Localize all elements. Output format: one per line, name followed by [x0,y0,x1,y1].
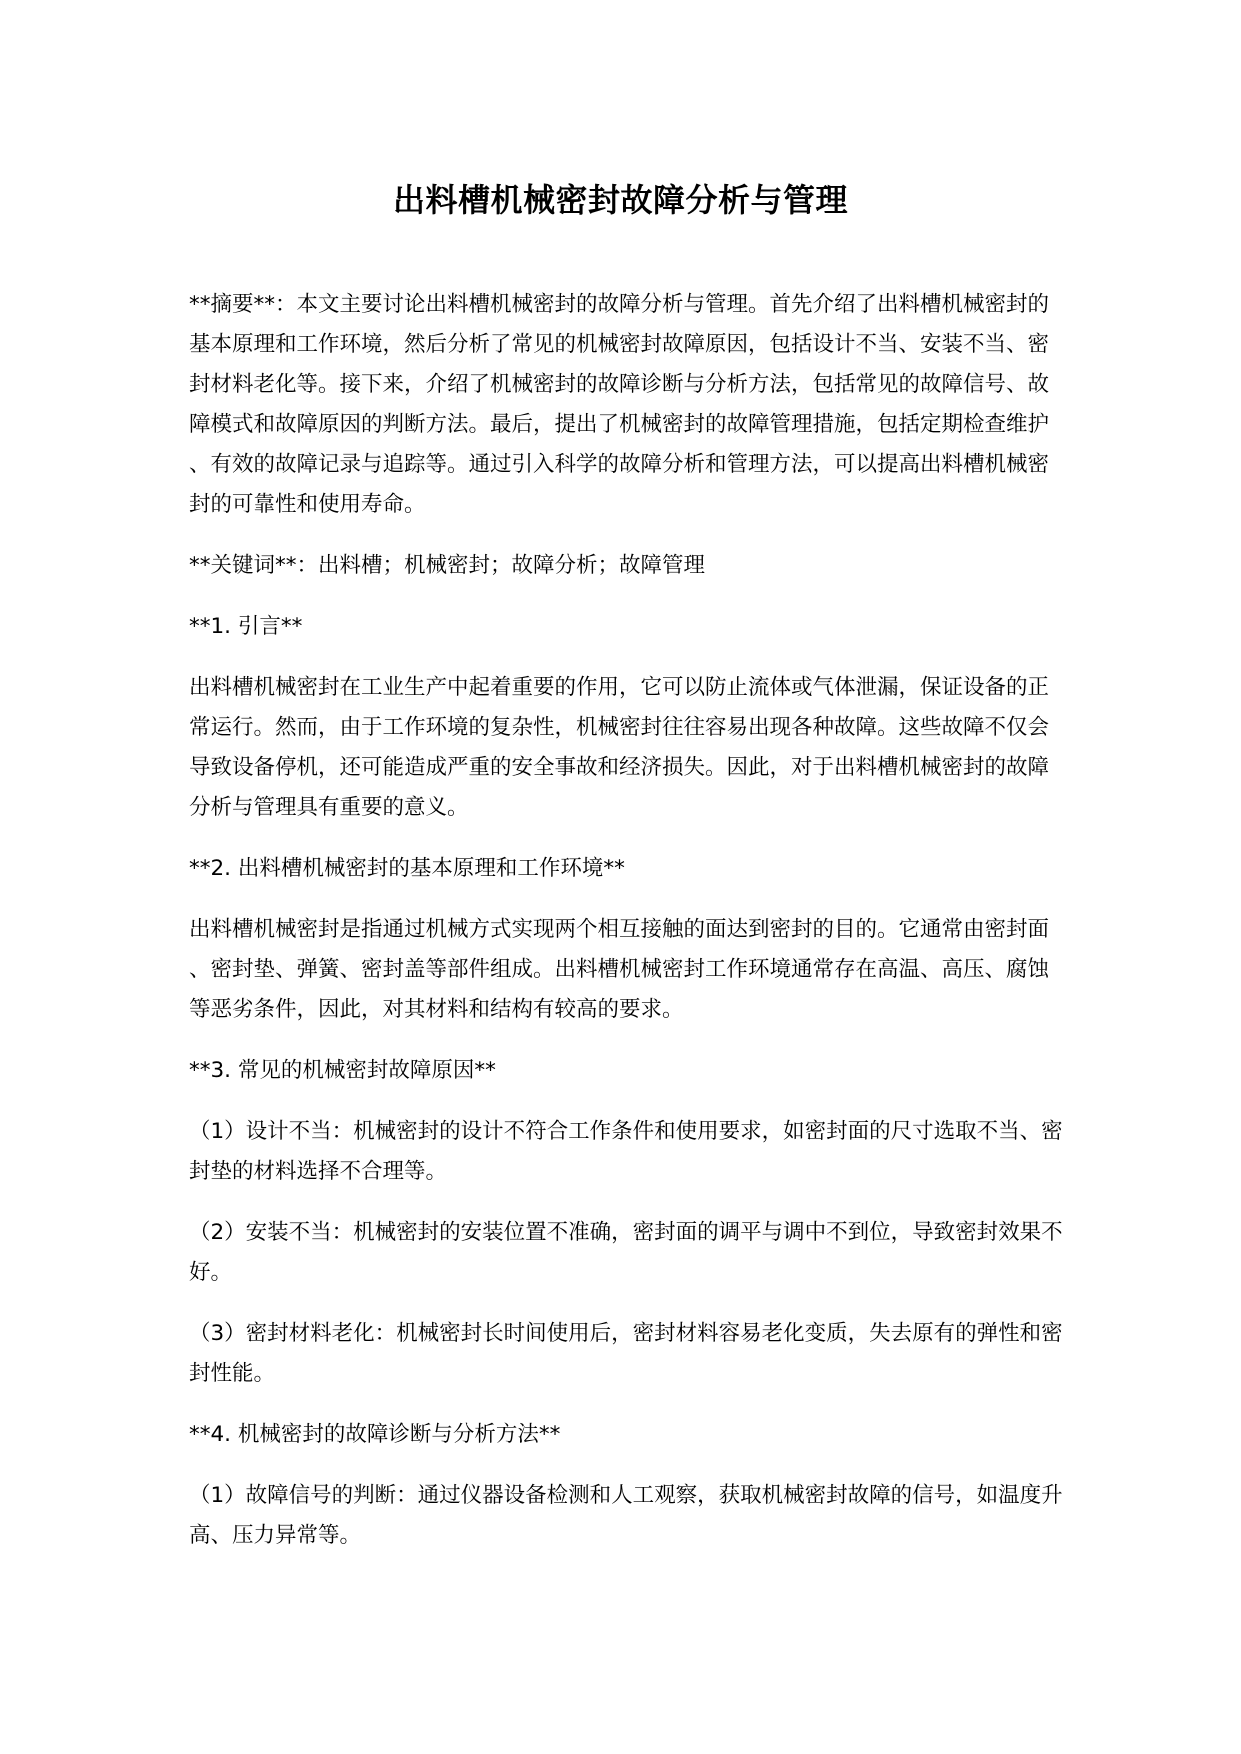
abstract-paragraph: **摘要**：本文主要讨论出料槽机械密封的故障分析与管理。首先介绍了出料槽机械密封的基本原理和工作环境，然后分析了常见的机械密封故障原因，包括设计不当、安装不当、密封材料老化等。接下来，介绍了机械密封的故障诊断与分析方法，包括常见的故障信号、故障模式和故障原因的判断方法。最后，提出了机械密封的故障管理措施，包括定期检查维护、有效的故障记录与追踪等。通过引入科学的故障分析和管理方法，可以提高出料槽机械密封的可靠性和使用寿命。 [189,292,1050,517]
section-heading-introduction: **1. 引言** [189,614,303,639]
failure-cause-installation: （2）安装不当：机械密封的安装位置不准确，密封面的调平与调中不到位，导致密封效果不好。 [189,1220,1063,1285]
section-heading-failure-causes: **3. 常见的机械密封故障原因** [189,1058,496,1083]
diagnosis-signal-paragraph: （1）故障信号的判断：通过仪器设备检测和人工观察，获取机械密封故障的信号，如温度升高、压力异常等。 [189,1483,1063,1548]
document-body [189,285,1067,1577]
introduction-paragraph: 出料槽机械密封在工业生产中起着重要的作用，它可以防止流体或气体泄漏，保证设备的正常运行。然而，由于工作环境的复杂性，机械密封往往容易出现各种故障。这些故障不仅会导致设备停机，还可能造成严重的安全事故和经济损失。因此，对于出料槽机械密封的故障分析与管理具有重要的意义。 [189,675,1050,820]
failure-cause-design: （1）设计不当：机械密封的设计不符合工作条件和使用要求，如密封面的尺寸选取不当、密封垫的材料选择不合理等。 [189,1119,1063,1184]
keywords-paragraph: **关键词**：出料槽；机械密封；故障分析；故障管理 [189,553,706,578]
failure-cause-material-aging: （3）密封材料老化：机械密封长时间使用后，密封材料容易老化变质，失去原有的弹性和密封性能。 [189,1321,1063,1386]
section-heading-principles: **2. 出料槽机械密封的基本原理和工作环境** [189,856,625,881]
section-heading-diagnosis: **4. 机械密封的故障诊断与分析方法** [189,1422,561,1447]
document-title: 出料槽机械密封故障分析与管理 [392,181,848,219]
principles-paragraph: 出料槽机械密封是指通过机械方式实现两个相互接触的面达到密封的目的。它通常由密封面、密封垫、弹簧、密封盖等部件组成。出料槽机械密封工作环境通常存在高温、高压、腐蚀等恶劣条件，因此，对其材料和结构有较高的要求。 [189,917,1050,1022]
